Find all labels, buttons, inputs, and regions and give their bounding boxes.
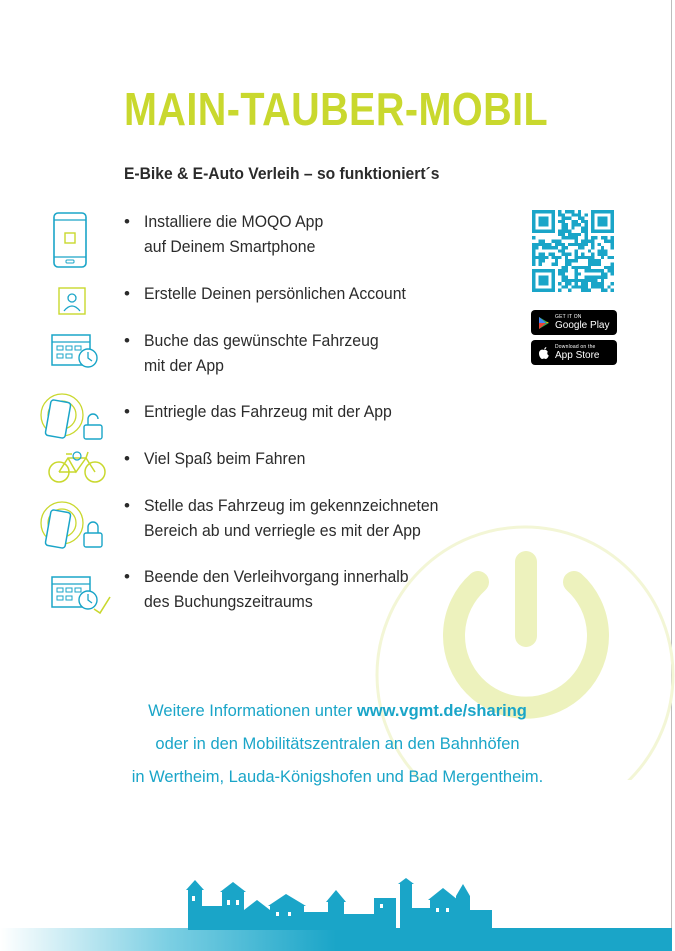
info-line-cities: in Wertheim, Lauda-Königshofen und Bad Mergentheim. [131,768,544,786]
website-link[interactable]: www.vgmt.de/sharing [356,702,527,720]
step-line: Installiere die MOQO App [144,212,324,231]
step-line: Viel Spaß beim Fahren [144,449,306,468]
step-text [144,328,379,378]
calendar-clock-icon [50,333,100,371]
bullet: • [124,496,130,515]
bullet: • [124,449,130,468]
bullet: • [124,402,130,421]
info-line-centers: oder in den Mobilitätszentralen an den Bahnhöfen [155,735,520,753]
google-play-label: Google Play [555,320,610,331]
bicycle-icon [46,448,108,486]
info-prefix: Weitere Informationen unter [148,702,357,720]
city-skyline-graphic [0,878,672,951]
step-line: Beende den Verleihvorgang innerhalb [144,567,409,586]
step-text [144,399,392,424]
step-text [144,446,305,471]
unlock-phone-icon [40,387,108,443]
lock-phone-icon [40,497,108,553]
step-line: Erstelle Deinen persönlichen Account [144,284,406,303]
info-line-website [0,702,675,721]
page-title: MAIN-TAUBER-MOBIL [124,83,549,135]
step-line: Stelle das Fahrzeug im gekennzeichneten [144,496,439,515]
google-play-icon [537,316,551,330]
google-play-small-label: GET IT ON [555,314,582,320]
calendar-check-icon [50,575,112,615]
step-text [144,209,323,259]
qr-code[interactable] [532,210,614,292]
step-line: mit der App [144,356,224,375]
bullet: • [124,284,130,303]
step-text [144,493,438,543]
step-text [144,281,406,306]
google-play-button[interactable] [531,310,617,335]
apple-icon [537,346,551,360]
smartphone-icon [52,211,88,269]
bullet: • [124,567,130,586]
page-subtitle: E-Bike & E-Auto Verleih – so funktioniert´s [124,164,440,183]
app-store-button[interactable] [531,340,617,365]
step-line: Buche das gewünschte Fahrzeug [144,331,379,350]
account-icon [58,287,86,315]
step-line: des Buchungszeitraums [144,592,313,611]
app-store-label: App Store [555,350,600,361]
app-store-small-label: Download on the [555,344,596,350]
step-text [144,564,409,614]
bullet: • [124,212,130,231]
bullet: • [124,331,130,350]
step-line: Entriegle das Fahrzeug mit der App [144,402,392,421]
page-edge-line [671,0,672,951]
step-line: auf Deinem Smartphone [144,237,316,256]
step-line: Bereich ab und verriegle es mit der App [144,521,421,540]
